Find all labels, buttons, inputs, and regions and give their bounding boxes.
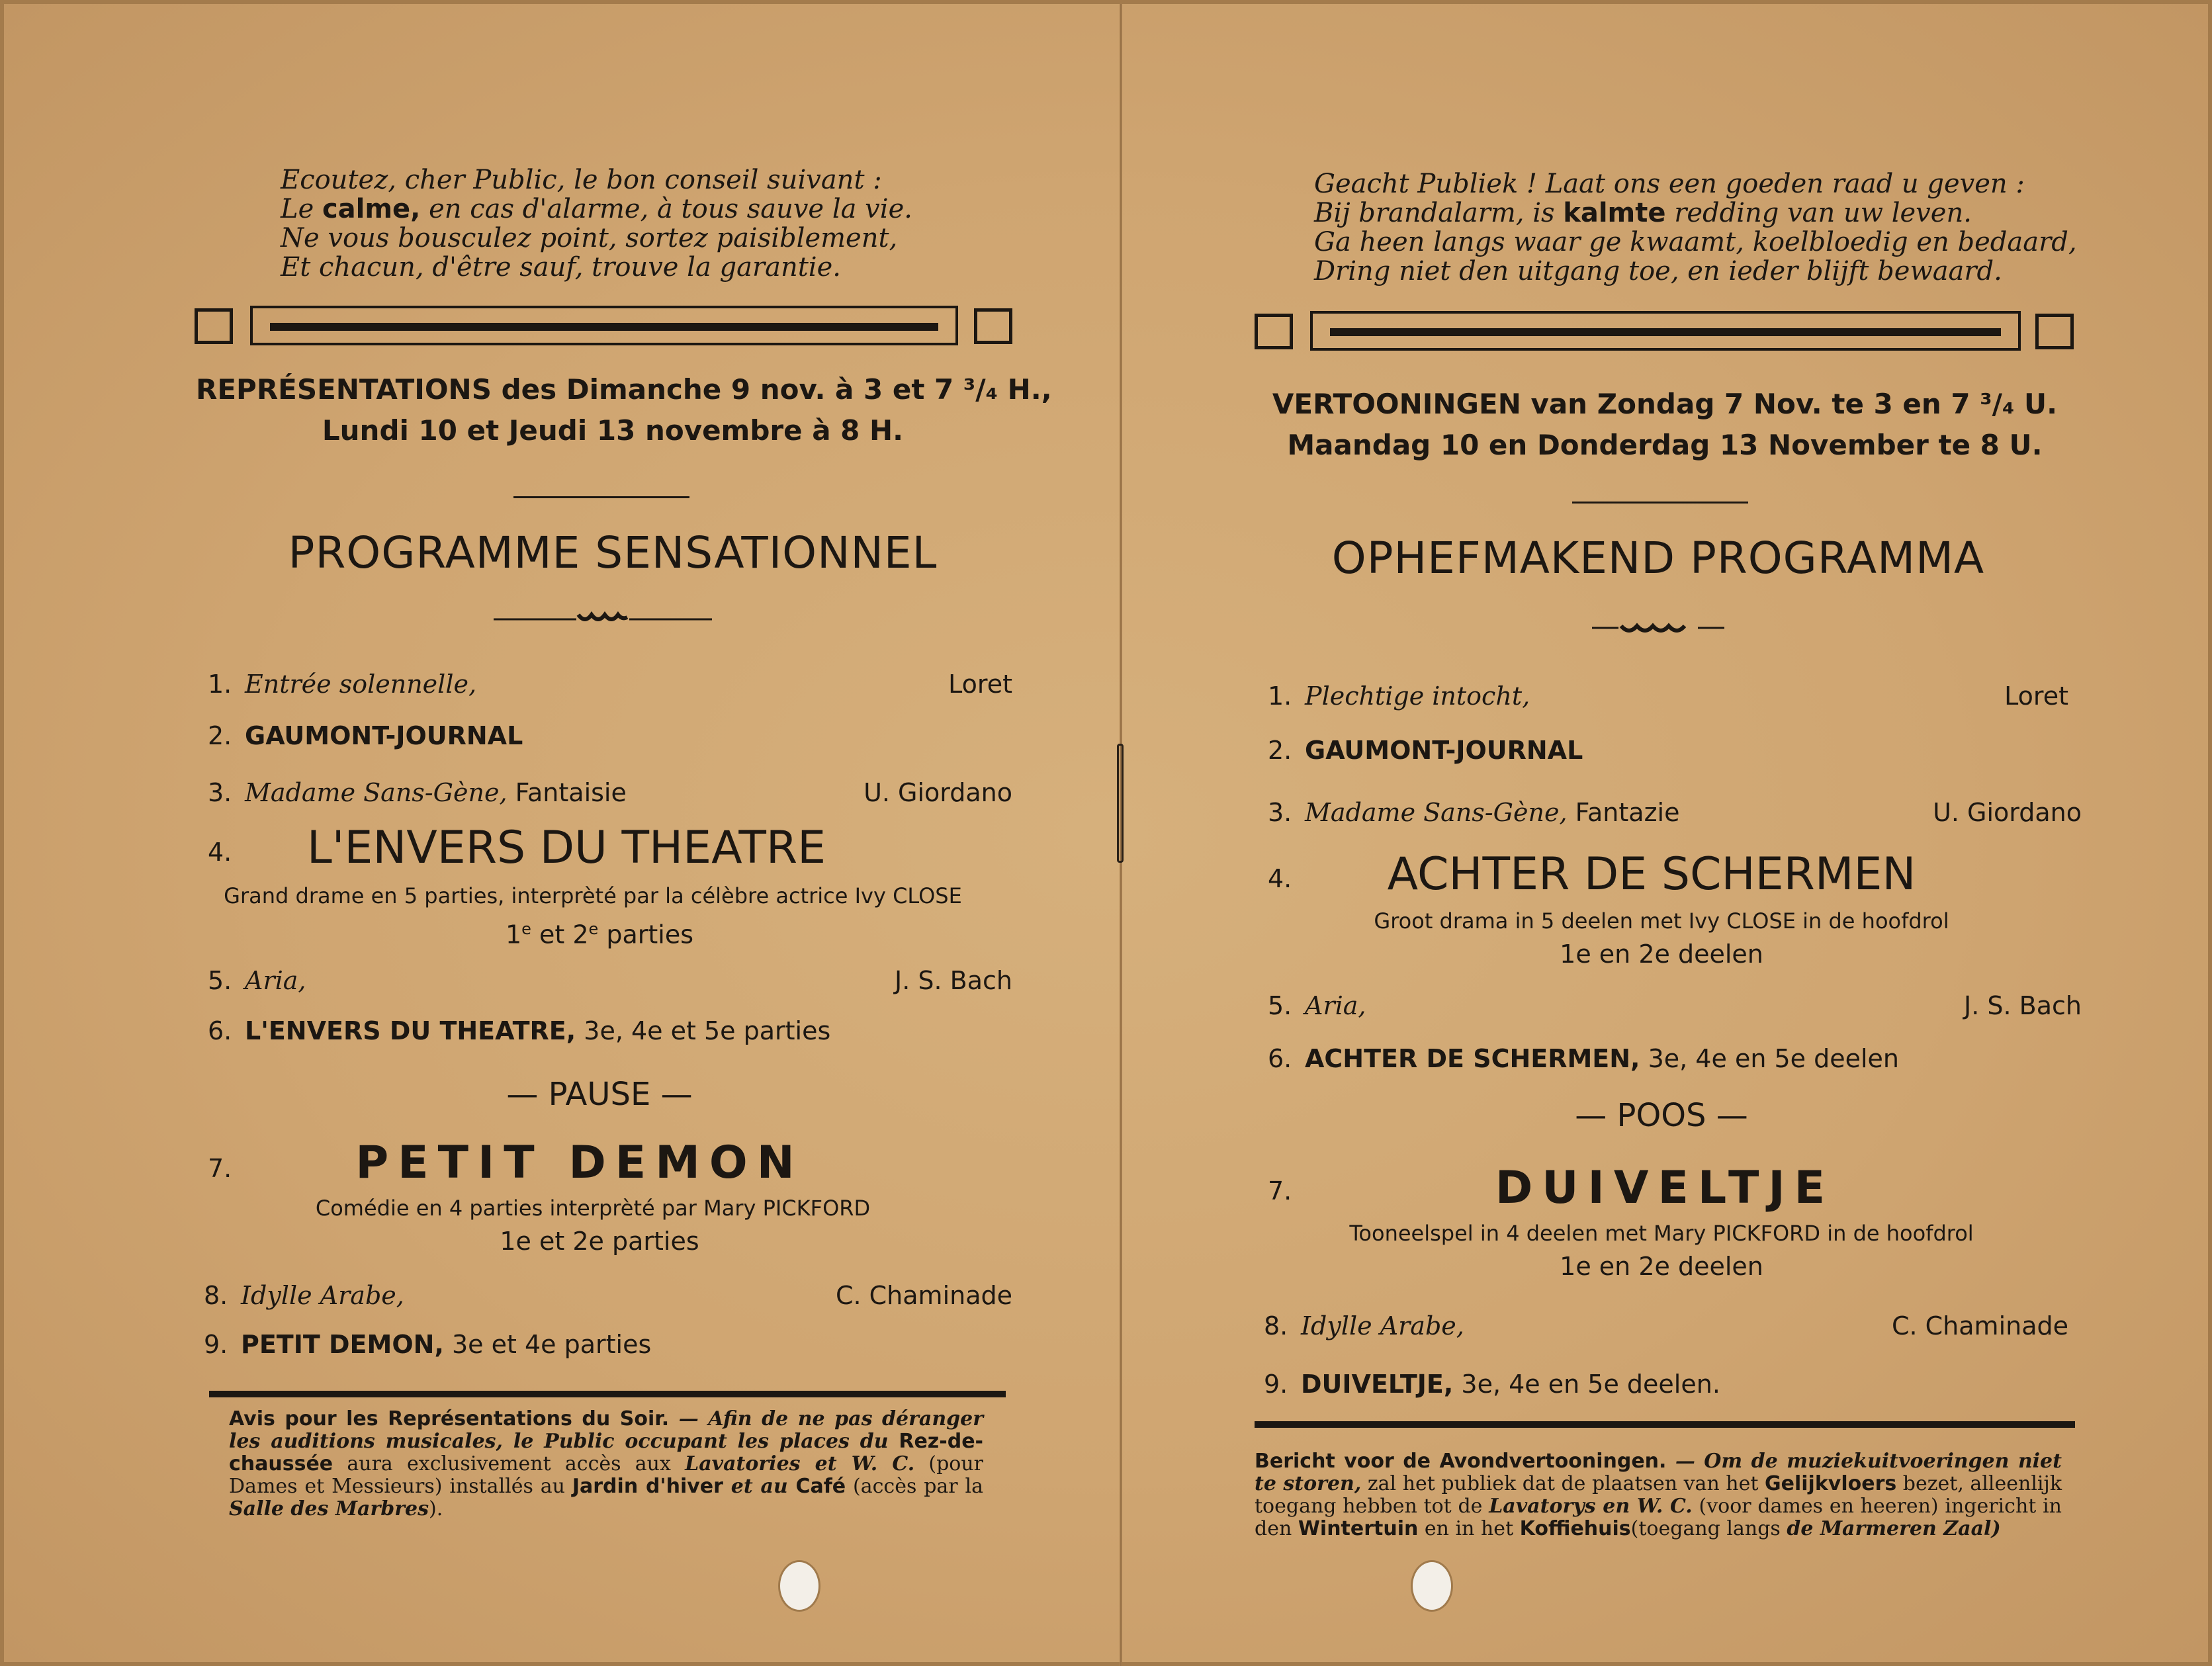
programme-item-4-title: ACHTER DE SCHERMEN: [1387, 848, 1916, 900]
decorative-rule: [1255, 311, 2075, 351]
notice-rule: [209, 1391, 1006, 1397]
dates-line-2: Lundi 10 et Jeudi 13 novembre à 8 H.: [322, 414, 904, 447]
programme-item-6: 6. L'ENVERS DU THEATRE, 3e, 4e et 5e parties: [208, 1016, 831, 1045]
poem-line-3: Ne vous bousculez point, sortez paisiblement,: [281, 223, 898, 253]
dates-line-1a: REPRÉSENTATIONS des Dimanche 9 nov.: [196, 373, 826, 406]
programme-item-8: 8. Idylle Arabe, C. Chaminade: [204, 1281, 1012, 1310]
dates-line-1: VERTOONINGEN van Zondag 7 Nov. te 3 en 7 ³/₄ U.: [1272, 388, 2058, 420]
programme-item-7-parts: 1e en 2e deelen: [1560, 1252, 1763, 1281]
programme-item-3: 3. Madame Sans-Gène, Fantaisie U. Giordano: [208, 778, 1012, 807]
safety-poem: [1314, 169, 2108, 286]
poem-line-1: Ecoutez, cher Public, le bon conseil suivant :: [281, 165, 882, 195]
programme-title: OPHEFMAKEND PROGRAMMA: [1331, 533, 1985, 584]
poem-line-4: Et chacun, d'être sauf, trouve la garantie.: [281, 252, 841, 283]
programme-item-2: 2. GAUMONT-JOURNAL: [208, 721, 523, 750]
programme-item-3: 3. Madame Sans-Gène, Fantazie U. Giordano: [1268, 798, 2082, 827]
programme-item-4-num: 4.: [1268, 864, 1292, 893]
divider: [1572, 502, 1748, 504]
programme-item-9: 9. DUIVELTJE, 3e, 4e en 5e deelen.: [1264, 1370, 1720, 1399]
dates-line-1b: à 3 et 7 ³/₄ H.,: [835, 373, 1052, 406]
poem-line-1: Geacht Publiek ! Laat ons een goeden raad u geven :: [1314, 169, 2025, 199]
safety-poem: [281, 165, 1075, 282]
ornament-flourish: [1592, 618, 1724, 638]
poem-line-2: Bij brandalarm, is kalmte redding van uw leven.: [1314, 198, 1972, 228]
programme-item-7-cast: Tooneelspel in 4 deelen met Mary PICKFORD in de hoofdrol: [1349, 1221, 1974, 1246]
programme-item-7-parts: 1e et 2e parties: [500, 1227, 699, 1256]
programme-item-8: 8. Idylle Arabe, C. Chaminade: [1264, 1311, 2068, 1340]
programme-item-6: 6. ACHTER DE SCHERMEN, 3e, 4e en 5e deelen: [1268, 1044, 1900, 1073]
programme-item-7-title: DUIVELTJE: [1495, 1162, 1835, 1214]
left-page-french: [169, 4, 1052, 1666]
programme-item-5: 5. Aria, J. S. Bach: [208, 966, 1012, 995]
programme-item-7-num: 7.: [208, 1154, 232, 1183]
programme-item-4-parts: 1e et 2e parties: [505, 920, 694, 949]
programme-item-1: 1. Entrée solennelle, Loret: [208, 670, 1012, 699]
programme-item-4-parts: 1e en 2e deelen: [1560, 940, 1763, 969]
programme-item-2: 2. GAUMONT-JOURNAL: [1268, 736, 1583, 765]
decorative-rule: [195, 306, 1012, 345]
intermission: — POOS —: [1575, 1097, 1748, 1134]
programme-item-7-title: PETIT DEMON: [355, 1137, 804, 1189]
notice-rule: [1255, 1421, 2075, 1428]
intermission: — PAUSE —: [506, 1076, 693, 1113]
staple: [1117, 744, 1124, 863]
performance-dates: [1248, 384, 2082, 466]
evening-notice: Bericht voor de Avondvertooningen. — Om de muziekuitvoeringen niet te storen, zal het publiek dat de plaatsen van het Gelijkvloers bezet, alleenlijk toegang hebben tot de Lavatorys en W. C. (voor dames en heeren) ingericht in den Wintertuin en in het Koffiehuis(toegang langs de Marmeren Zaal): [1255, 1450, 2062, 1540]
ornament-flourish: [494, 609, 712, 629]
programme-title: PROGRAMME SENSATIONNEL: [288, 527, 938, 578]
programme-item-4-cast: Grand drame en 5 parties, interprèté par la célèbre actrice Ivy CLOSE: [224, 883, 962, 908]
programme-item-4-title: L'ENVERS DU THEATRE: [306, 822, 826, 874]
programme-item-7-num: 7.: [1268, 1176, 1292, 1206]
programme-item-1: 1. Plechtige intocht, Loret: [1268, 681, 2068, 711]
poem-line-3: Ga heen langs waar ge kwaamt, koelbloedig en bedaard,: [1314, 227, 2077, 257]
programme-item-9: 9. PETIT DEMON, 3e et 4e parties: [204, 1330, 652, 1359]
divider: [513, 496, 689, 498]
dates-line-2: Maandag 10 en Donderdag 13 November te 8 U.: [1287, 429, 2043, 461]
performance-dates: [196, 369, 1052, 451]
programme-item-5: 5. Aria, J. S. Bach: [1268, 991, 2082, 1020]
programme-item-4-cast: Groot drama in 5 deelen met Ivy CLOSE in de hoofdrol: [1374, 908, 1949, 934]
evening-notice: Avis pour les Représentations du Soir. — Afin de ne pas déranger les auditions musicales, le Public occupant les places du Rez-de-chaussée aura exclusivement accès aux Lavatories et W. C. (pour Dames et Messieurs) installés au Jardin d'hiver et au Café (accès par la Salle des Marbres).: [229, 1407, 983, 1520]
poem-line-2: Le calme, en cas d'alarme, à tous sauve la vie.: [281, 194, 912, 224]
programme-item-4-num: 4.: [208, 838, 232, 867]
right-page-dutch: [1255, 4, 2082, 1666]
poem-line-4: Dring niet den uitgang toe, en ieder blijft bewaard.: [1314, 256, 2002, 286]
programme-item-7-cast: Comédie en 4 parties interprèté par Mary PICKFORD: [315, 1196, 871, 1221]
